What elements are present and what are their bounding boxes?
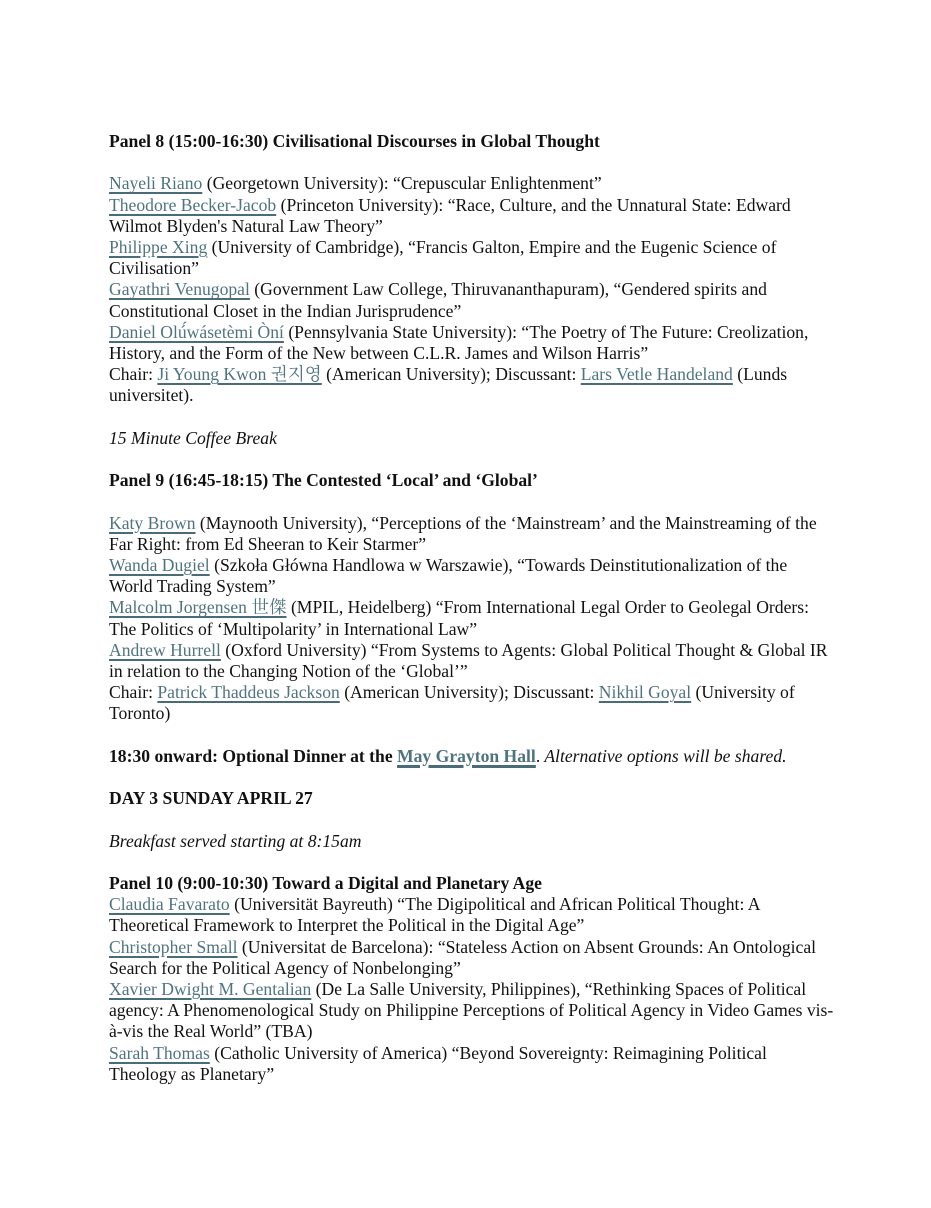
chair-affiliation: (American University); Discussant: bbox=[339, 682, 599, 703]
entry-details: (Maynooth University), “Perceptions of the ‘Mainstream’ and the Mainstreaming of the Far Right: from Ed Sheeran to Keir Starmer” bbox=[109, 512, 817, 554]
discussant-affiliation: (University of Toronto) bbox=[109, 682, 795, 724]
speaker-link[interactable]: Malcolm Jorgensen 世傑 bbox=[109, 597, 287, 618]
entry-details: (University of Cambridge), “Francis Galton, Empire and the Eugenic Science of Civilisation” bbox=[109, 237, 777, 279]
speaker-link[interactable]: Wanda Dugiel bbox=[109, 555, 210, 575]
panel-entry bbox=[109, 640, 834, 682]
entry-details: (Georgetown University): “Crepuscular Enlightenment” bbox=[202, 173, 602, 194]
discussant-link[interactable]: Lars Vetle Handeland bbox=[580, 364, 733, 385]
entry-details: (Universitat de Barcelona): “Stateless Action on Absent Grounds: An Ontological Search for the Political Agency of Nonbelonging” bbox=[109, 936, 817, 978]
entry-details: (Universität Bayreuth) “The Digipolitical and African Political Thought: A Theoretical Framework to Interpret the Political in the Digital Age” bbox=[109, 894, 760, 936]
panel-9-heading: Panel 9 (16:45-18:15) The Contested ‘Local’ and ‘Global’ bbox=[109, 470, 538, 491]
speaker-link[interactable]: Daniel Olú́wásetèmi Òní bbox=[109, 321, 284, 342]
panel-entry bbox=[109, 555, 834, 597]
day-3-heading: DAY 3 SUNDAY APRIL 27 bbox=[109, 788, 313, 809]
chair-label: Chair: bbox=[109, 364, 158, 385]
speaker-link[interactable]: Andrew Hurrell bbox=[109, 639, 221, 660]
venue-link[interactable]: May Grayton Hall bbox=[397, 745, 536, 766]
speaker-link[interactable]: Claudia Favarato bbox=[109, 894, 230, 915]
panel-entry bbox=[109, 1043, 834, 1085]
panel-10-heading: Panel 10 (9:00-10:30) Toward a Digital and Planetary Age bbox=[109, 872, 542, 893]
chair-link[interactable]: Ji Young Kwon 권지영 bbox=[157, 364, 322, 385]
dinner-lead: 18:30 onward: Optional Dinner at the bbox=[109, 745, 398, 766]
panel-entry bbox=[109, 322, 834, 364]
entry-details: (MPIL, Heidelberg) “From International Legal Order to Geolegal Orders: The Politics of ‘Multipolarity’ in International Law” bbox=[109, 597, 809, 639]
panel-8-heading: Panel 8 (15:00-16:30) Civilisational Discourses in Global Thought bbox=[109, 131, 600, 151]
speaker-link[interactable]: Xavier Dwight M. Gentalian bbox=[109, 979, 312, 999]
discussant-link[interactable]: Nikhil Goyal bbox=[598, 682, 692, 703]
panel-chair-line bbox=[109, 682, 834, 724]
entry-details: (Pennsylvania State University): “The Poetry of The Future: Creolization, History, and the Form of the New between C.L.R. James and Wilson Harris” bbox=[109, 321, 809, 364]
panel-entry bbox=[109, 513, 834, 555]
entry-details: (De La Salle University, Philippines), “Rethinking Spaces of Political agency: A Phenomenological Study on Philippine Perceptions of Political Agency in Video Games vis-à-vis the Real World” (TBA) bbox=[109, 979, 834, 1042]
panel-entry bbox=[109, 979, 834, 1043]
panel-8-entries bbox=[109, 173, 834, 406]
discussant-affiliation: (Lunds universitet). bbox=[109, 364, 788, 406]
chair-label: Chair: bbox=[109, 682, 158, 703]
panel-entry bbox=[109, 173, 834, 194]
chair-link[interactable]: Patrick Thaddeus Jackson bbox=[157, 682, 340, 703]
entry-details: (Princeton University): “Race, Culture, and the Unnatural State: Edward Wilmot Blyden's Natural Law Theory” bbox=[109, 194, 791, 236]
dinner-dot: . bbox=[535, 745, 541, 766]
speaker-link[interactable]: Katy Brown bbox=[109, 512, 196, 533]
program-page bbox=[109, 131, 834, 1085]
entry-details: (Government Law College, Thiruvananthapuram), “Gendered spirits and Constitutional Closet in the Indian Jurisprudence” bbox=[109, 279, 767, 321]
entry-details: (Catholic University of America) “Beyond Sovereignty: Reimagining Political Theology as Planetary” bbox=[109, 1042, 767, 1084]
panel-entry bbox=[109, 237, 834, 279]
dinner-note: Alternative options will be shared. bbox=[540, 745, 787, 766]
speaker-link[interactable]: Christopher Small bbox=[109, 936, 238, 957]
speaker-link[interactable]: Gayathri Venugopal bbox=[109, 279, 250, 300]
panel-chair-line bbox=[109, 364, 834, 406]
speaker-link[interactable]: Sarah Thomas bbox=[109, 1042, 210, 1063]
panel-entry bbox=[109, 597, 834, 639]
panel-entry bbox=[109, 894, 834, 936]
speaker-link[interactable]: Theodore Becker-Jacob bbox=[109, 194, 277, 215]
panel-10-entries bbox=[109, 894, 834, 1085]
panel-entry bbox=[109, 195, 834, 237]
speaker-link[interactable]: Philippe Xing bbox=[109, 237, 208, 257]
entry-details: (Oxford University) “From Systems to Agents: Global Political Thought & Global IR in relation to the Changing Notion of the ‘Global’” bbox=[109, 639, 828, 682]
panel-entry bbox=[109, 937, 834, 979]
chair-affiliation: (American University); Discussant: bbox=[321, 364, 581, 385]
breakfast-note: Breakfast served starting at 8:15am bbox=[109, 830, 362, 851]
speaker-link[interactable]: Nayeli Riano bbox=[109, 173, 203, 194]
coffee-break-note: 15 Minute Coffee Break bbox=[109, 427, 277, 448]
dinner-line bbox=[109, 746, 834, 767]
entry-details: (Szkoła Główna Handlowa w Warszawie), “Towards Deinstitutionalization of the World Trading System” bbox=[109, 555, 788, 597]
panel-9-entries bbox=[109, 513, 834, 725]
panel-entry bbox=[109, 279, 834, 321]
